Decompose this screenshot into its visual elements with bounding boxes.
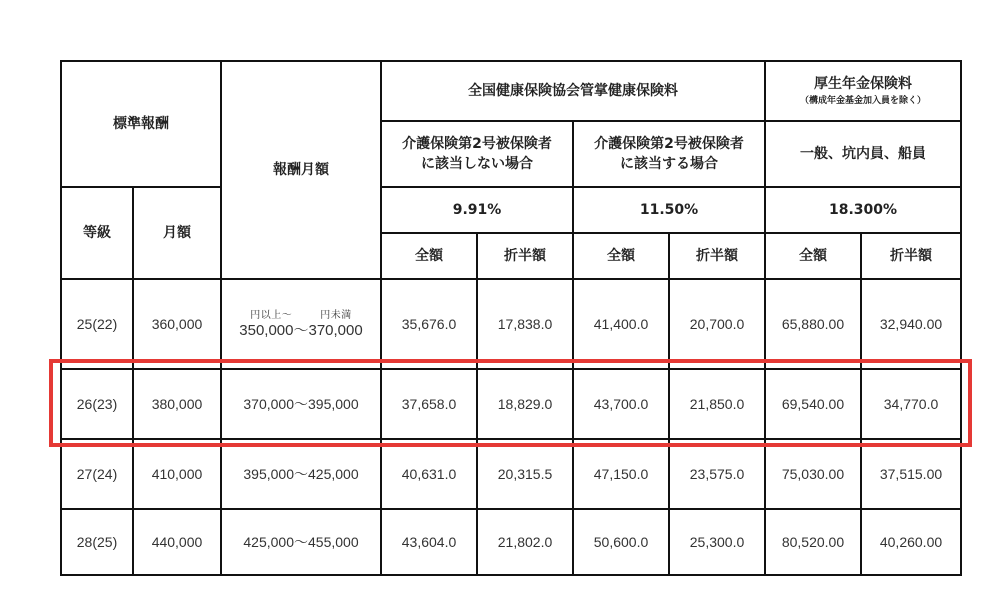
- remuneration-monthly-header: 報酬月額: [221, 61, 381, 279]
- care-not-applicable-line1: 介護保険第2号被保険者: [402, 136, 552, 152]
- health-half-cell: 20,315.5: [477, 439, 573, 509]
- grade-cell: 27(24): [61, 439, 133, 509]
- health-half-cell: 21,802.0: [477, 509, 573, 575]
- pension-note: （構成年金基金加入員を除く）: [800, 96, 927, 106]
- health-full-cell: 43,604.0: [381, 509, 477, 575]
- care-applicable-header: [573, 121, 765, 187]
- care-not-applicable-line2: に該当しない場合: [421, 156, 533, 172]
- care-applicable-line1: 介護保険第2号被保険者: [594, 136, 744, 152]
- range-value: 350,000～370,000: [239, 321, 363, 339]
- grade-cell: 25(22): [61, 279, 133, 369]
- monthly-cell: 360,000: [133, 279, 221, 369]
- health-full-cell: 35,676.0: [381, 279, 477, 369]
- full-amount-header: 全額: [765, 233, 861, 279]
- care-half-cell: 25,300.0: [669, 509, 765, 575]
- rate-applicable: 11.50%: [573, 187, 765, 233]
- range-cell: 425,000～455,000: [221, 509, 381, 575]
- rate-pension: 18.300%: [765, 187, 961, 233]
- care-full-cell: 50,600.0: [573, 509, 669, 575]
- half-amount-header: 折半額: [861, 233, 961, 279]
- care-full-cell: 43,700.0: [573, 369, 669, 439]
- health-full-cell: 40,631.0: [381, 439, 477, 509]
- range-cell: 370,000～395,000: [221, 369, 381, 439]
- monthly-cell: 440,000: [133, 509, 221, 575]
- pension-half-cell: 37,515.00: [861, 439, 961, 509]
- pension-full-cell: 75,030.00: [765, 439, 861, 509]
- pension-half-cell: 40,260.00: [861, 509, 961, 575]
- monthly-cell: 410,000: [133, 439, 221, 509]
- pension-half-cell: 32,940.00: [861, 279, 961, 369]
- half-amount-header: 折半額: [477, 233, 573, 279]
- grade-cell: 26(23): [61, 369, 133, 439]
- health-insurance-header: 全国健康保険協会管掌健康保険料: [381, 61, 765, 121]
- care-not-applicable-header: [381, 121, 573, 187]
- health-half-cell: 17,838.0: [477, 279, 573, 369]
- table-row: [61, 279, 961, 369]
- range-cell: [221, 279, 381, 369]
- table-row: [61, 439, 961, 509]
- care-full-cell: 41,400.0: [573, 279, 669, 369]
- range-units: [222, 309, 380, 322]
- pension-full-cell: 65,880.00: [765, 279, 861, 369]
- pension-title: 厚生年金保険料: [814, 76, 912, 92]
- care-applicable-line2: に該当する場合: [620, 156, 718, 172]
- half-amount-header: 折半額: [669, 233, 765, 279]
- monthly-amount-header: 月額: [133, 187, 221, 279]
- range-cell: 395,000～425,000: [221, 439, 381, 509]
- range-unit-upper: 円未満: [320, 309, 352, 321]
- grade-cell: 28(25): [61, 509, 133, 575]
- care-half-cell: 20,700.0: [669, 279, 765, 369]
- monthly-cell: 380,000: [133, 369, 221, 439]
- pension-category-header: 一般、坑内員、船員: [765, 121, 961, 187]
- pension-full-cell: 80,520.00: [765, 509, 861, 575]
- full-amount-header: 全額: [573, 233, 669, 279]
- table-row: [61, 509, 961, 575]
- grade-header: 等級: [61, 187, 133, 279]
- full-amount-header: 全額: [381, 233, 477, 279]
- health-half-cell: 18,829.0: [477, 369, 573, 439]
- rate-not-applicable: 9.91%: [381, 187, 573, 233]
- health-full-cell: 37,658.0: [381, 369, 477, 439]
- pension-full-cell: 69,540.00: [765, 369, 861, 439]
- standard-remuneration-header: 標準報酬: [61, 61, 221, 187]
- pension-half-cell: 34,770.0: [861, 369, 961, 439]
- table-row: [61, 369, 961, 439]
- care-full-cell: 47,150.0: [573, 439, 669, 509]
- range-unit-lower: 円以上～: [250, 309, 293, 321]
- care-half-cell: 21,850.0: [669, 369, 765, 439]
- insurance-rate-table: [60, 60, 962, 576]
- pension-header: [765, 61, 961, 121]
- care-half-cell: 23,575.0: [669, 439, 765, 509]
